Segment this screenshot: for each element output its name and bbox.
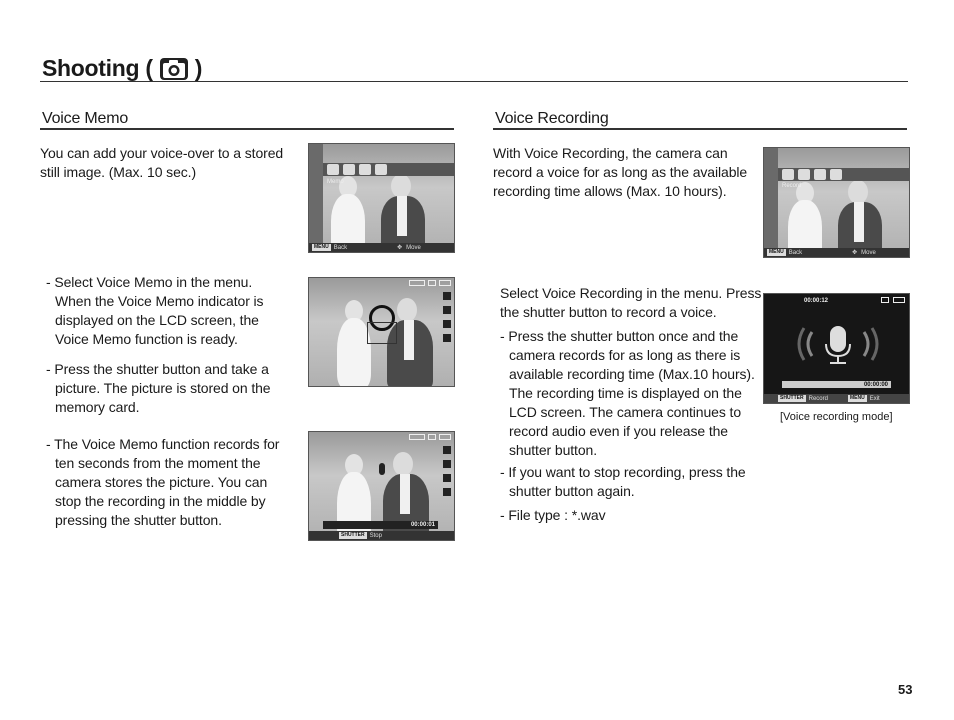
move-icon: ✥	[397, 245, 403, 251]
voice-memo-intro: You can add your voice-over to a stored still image. (Max. 10 sec.)	[40, 145, 284, 180]
option-icon	[375, 164, 387, 175]
voice-recording-item-1: - Press the shutter button once and the camera records for as long as there is available recording time (Max.10 hours). The recording time is displayed on the LCD screen. The camera continues to record audio even if you release the shutter button.	[500, 328, 755, 458]
page-title	[42, 55, 202, 82]
title-prefix: Shooting (	[42, 55, 153, 81]
title-suffix: )	[194, 55, 203, 81]
off-icon	[782, 169, 794, 180]
mic-icon	[359, 164, 371, 175]
page-number: 53	[898, 682, 913, 697]
voice-memo-title: Voice Memo	[42, 110, 129, 127]
voice-recording-rule	[493, 128, 907, 130]
voice-memo-rule	[40, 128, 454, 130]
voice-memo-menu-screen	[308, 143, 455, 253]
voice-recording-item-2: - If you want to stop recording, press the shutter button again.	[500, 464, 746, 499]
option-icon	[830, 169, 842, 180]
menu-icon-row	[323, 163, 454, 176]
voice-recording-menu-screen: Record MENU Back ✥ Move	[763, 147, 910, 258]
menu-label: Record	[782, 183, 802, 189]
voice-memo-item-2: - Press the shutter button and take a picture. The picture is stored on the memory card.	[46, 361, 271, 415]
title-rule	[40, 81, 908, 82]
recording-progress-bar: 00:00:00	[782, 381, 891, 388]
mic-icon	[343, 164, 355, 175]
voice-recording-mode-screen: 00:00:12 00:00:00 SHUTTER Record MENU Exit	[763, 293, 910, 404]
mic-icon	[327, 164, 339, 175]
voice-memo-item-3: - The Voice Memo function records for ten seconds from the moment the camera stores the picture. You can stop the recording in the middle by pressing the shutter button.	[46, 436, 280, 528]
voice-recording-intro: With Voice Recording, the camera can record a voice for as long as the available recording time allows (Max. 10 hours).	[493, 145, 748, 199]
voice-recording-item-3: - File type : *.wav	[500, 507, 606, 523]
move-icon: ✥	[852, 250, 858, 256]
mic-icon	[798, 169, 810, 180]
record-progress-bar: 00:00:01	[323, 521, 438, 529]
camera-icon	[159, 57, 189, 81]
voice-recording-step: Select Voice Recording in the menu. Press the shutter button to record a voice.	[500, 285, 762, 320]
mic-icon	[379, 463, 385, 475]
screen-bottom-bar: MENU Back ✥ Move	[309, 243, 454, 252]
menu-label: Memo	[327, 179, 344, 185]
microphone-sound-wave-icon	[786, 322, 890, 366]
voice-memo-ready-screen	[308, 277, 455, 387]
voice-memo-record-screen: 00:00:01 SHUTTER Stop	[308, 431, 455, 541]
mic-icon	[814, 169, 826, 180]
voice-recording-title: Voice Recording	[495, 110, 609, 127]
voice-memo-item-1: - Select Voice Memo in the menu. When the Voice Memo indicator is displayed on the LCD screen, the Voice Memo function is ready.	[46, 274, 264, 347]
wedding-photo	[309, 144, 454, 252]
voice-recording-caption: [Voice recording mode]	[780, 411, 893, 423]
